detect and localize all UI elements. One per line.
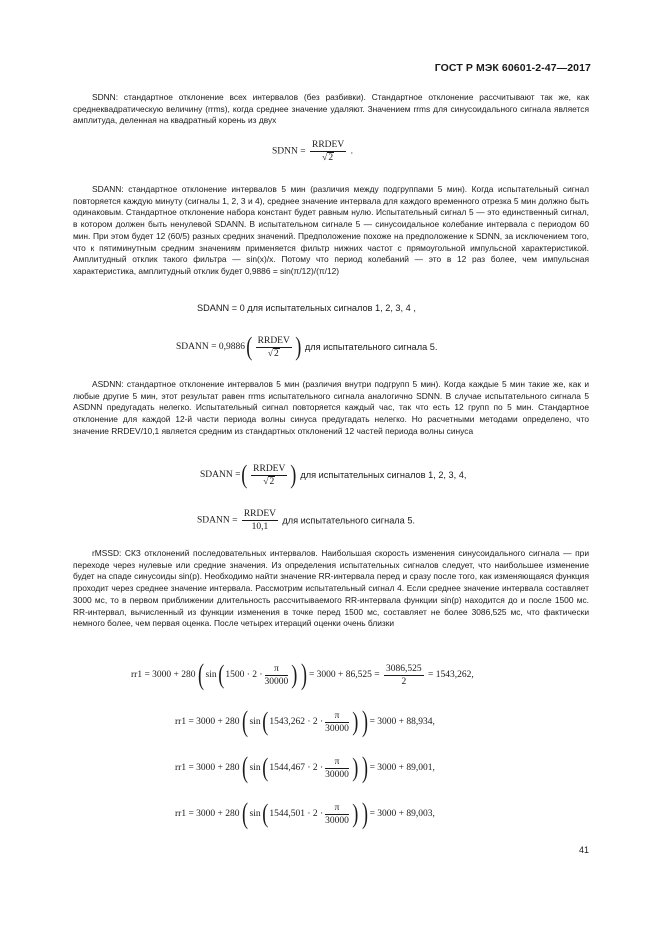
equation-tail: для испытательного сигнала 5.	[282, 515, 415, 526]
fraction-denominator: 30000	[325, 769, 349, 780]
standard-header: ГОСТ Р МЭК 60601-2-47—2017	[434, 62, 591, 74]
right-paren: )	[361, 705, 368, 738]
left-paren: (	[241, 751, 248, 784]
equation-asdnn-5	[197, 509, 415, 532]
equation-tail: .	[350, 146, 353, 157]
fraction	[251, 464, 287, 487]
right-paren: )	[352, 753, 359, 782]
left-paren: (	[217, 660, 225, 689]
fraction-denominator: 2	[269, 476, 275, 487]
equation-sdann-5	[176, 334, 437, 360]
fraction-denominator: 10,1	[251, 522, 269, 532]
fraction	[242, 509, 278, 532]
left-paren: (	[261, 799, 269, 828]
sqrt-sign: √2	[263, 476, 275, 487]
paragraph-asdnn	[73, 379, 589, 438]
equation-rhs: = 3000 + 86,525 =	[308, 670, 380, 680]
equation-rr1-iter4	[175, 799, 435, 829]
equation-lhs: SDNN =	[272, 146, 306, 157]
equation-sdnn	[272, 140, 353, 163]
equation-lhs: rr1 = 3000 + 280	[175, 809, 240, 819]
sqrt-sign: √2	[322, 153, 334, 163]
equation-rhs: = 3000 + 89,001,	[369, 763, 435, 773]
sin-function: sin	[249, 809, 261, 819]
sqrt-sign: √2	[267, 348, 279, 359]
right-paren: )	[361, 797, 368, 830]
fraction-numerator: RRDEV	[311, 140, 345, 150]
left-paren: (	[241, 797, 248, 830]
sin-argument: 1500 · 2 ·	[225, 670, 263, 680]
equation-rr1-iter2	[175, 707, 435, 737]
equation-lhs: SDANN = 0,9886	[176, 342, 245, 352]
equation-tail: для испытательных сигналов 1, 2, 3, 4,	[300, 470, 467, 480]
left-paren: (	[197, 658, 204, 691]
fraction	[325, 757, 349, 780]
left-paren: (	[241, 460, 248, 489]
fraction	[384, 664, 424, 687]
sin-argument: 1544,467 · 2 ·	[269, 763, 324, 773]
right-paren: )	[290, 460, 297, 489]
paragraph-rmssd	[73, 548, 589, 630]
fraction-numerator: π	[325, 803, 349, 815]
fraction-denominator: 2	[401, 676, 407, 687]
fraction	[256, 336, 292, 359]
sin-function: sin	[205, 670, 217, 680]
fraction-numerator: RRDEV	[243, 509, 277, 519]
equation-lhs: rr1 = 3000 + 280	[175, 763, 240, 773]
sin-function: sin	[249, 763, 261, 773]
equation-asdnn-1	[200, 462, 466, 488]
left-paren: (	[246, 332, 253, 361]
right-paren: )	[352, 707, 359, 736]
equation-tail: для испытательного сигнала 5.	[304, 342, 438, 352]
right-paren: )	[295, 332, 302, 361]
paragraph-sdann-text: SDANN: стандартное отклонение интервалов 5 мин (различия между подгруппами 5 мин). Когда испытательный сигнал повторяется каждую минуту (сигналы 1, 2, 3 и 4), среднее значение интервала для каждого временного отрезка 5 мин должно быть одинаковым. Стандартное отклонение набора констант будет равным нулю. Испытательный сигнал 5 — это единственный сигнал, в котором должен быть ненулевой SDANN. В испытательном сигнале 5 — синусоидальное колебание интервала с периодом 60 мин. При этом будет 12 (60/5) разных средних значений. Предположение похоже на предположение к SDNN, за исключением того, что к пятиминутным средним значениям применяется фильтр нижних частот с прямоугольной импульсной характеристикой. Амплитудный отклик такого фильтра — sin(x)/x. Потому что период колебаний — это в 12 раз более, чем импульсная характеристика, амплитудный отклик будет 0,9886 = sin(π/12)/(π/12)	[73, 184, 589, 276]
sin-argument: 1543,262 · 2 ·	[269, 717, 324, 727]
right-paren: )	[300, 658, 307, 691]
paragraph-sdnn	[73, 92, 589, 127]
fraction	[325, 711, 349, 734]
paragraph-asdnn-text: ASDNN: стандартное отклонение интервалов 5 мин (различия внутри подгрупп 5 мин). Когда каждые 5 мин такие же, как и любые другие 5 мин, этот результат равен rrms испытательного сигнала аналогично SDNN. В случае испытательного сигнала 5 ASDNN предугадать нелегко. Испытательный сигнал повторяется каждый час, так что есть 12 групп по 5 мин. Стандартное отклонение для каждой 12-й части периода волны синуса предугадать нелегко. Но расчетными методами определено, что значение RRDEV/10,1 является средним из стандартных отклонений 12 частей периода волны синуса	[73, 379, 589, 436]
page-number: 41	[578, 845, 589, 855]
fraction-denominator: 2	[328, 153, 334, 163]
right-paren: )	[361, 751, 368, 784]
fraction-numerator: RRDEV	[253, 463, 286, 474]
fraction	[325, 803, 349, 826]
fraction	[310, 140, 346, 163]
sin-function: sin	[249, 717, 261, 727]
fraction-numerator: π	[265, 664, 289, 676]
equation-rr1-iter3	[175, 753, 435, 783]
fraction-numerator: π	[325, 711, 349, 723]
equation-sdann-zero: SDANN = 0 для испытательных сигналов 1, 2, 3, 4 ,	[197, 303, 416, 313]
equation-lhs: rr1 = 3000 + 280	[131, 670, 196, 680]
right-paren: )	[352, 799, 359, 828]
paragraph-sdnn-text: SDNN: стандартное отклонение всех интервалов (без разбивки). Стандартное отклонение рассчитывают так же, как среднеквадратическую величину (rrms), когда среднее значение удаляют. Значением rrms для синусоидального сигнала является амплитуда, деленная на квадратный корень из двух	[73, 92, 589, 126]
right-paren: )	[291, 660, 298, 689]
equation-rhs: = 3000 + 89,003,	[369, 809, 435, 819]
fraction-numerator: π	[325, 757, 349, 769]
fraction-numerator: RRDEV	[257, 335, 290, 346]
fraction	[265, 664, 289, 687]
left-paren: (	[241, 705, 248, 738]
sin-argument: 1544,501 · 2 ·	[269, 809, 324, 819]
fraction-denominator: 30000	[264, 676, 289, 687]
equation-lhs: SDANN =	[197, 515, 238, 526]
equation-tail: = 1543,262,	[428, 670, 474, 680]
equation-lhs: rr1 = 3000 + 280	[175, 717, 240, 727]
left-paren: (	[261, 753, 269, 782]
left-paren: (	[261, 707, 269, 736]
fraction-denominator: 30000	[325, 723, 349, 734]
paragraph-rmssd-text: rMSSD: СКЗ отклонений последовательных интервалов. Наибольшая скорость изменения синусоидального сигнала — при переходе через нулевые или средние значения. Из определения испытательных сигналов следует, что наибольшее изменение будет на спаде синусоиды sin(p). Необходимо найти значение RR-интервала перед и сразу после того, как изменяющаяся функция проходит через среднее значение интервала. Рассмотрим испытательный сигнал 4. Если среднее значение интервала составляет 3000 мс, то в первом приближении длительность рассчитываемого RR-интервала функции sin(p) находится до и после 1500 мс. RR-интервал, вычисленный из функции изменения в точке перед 1500 мс, составляет не более 3086,525 мс, что фактически немного более, чем первая оценка. После четырех итераций оценки очень близки	[73, 548, 589, 629]
fraction-denominator: 2	[273, 348, 279, 359]
paragraph-sdann	[73, 184, 589, 278]
equation-lhs: SDANN =	[200, 470, 241, 480]
fraction-denominator: 30000	[325, 815, 349, 826]
equation-rr1-iter1	[131, 660, 474, 690]
equation-rhs: = 3000 + 88,934,	[369, 717, 435, 727]
fraction-numerator: 3086,525	[386, 663, 422, 674]
